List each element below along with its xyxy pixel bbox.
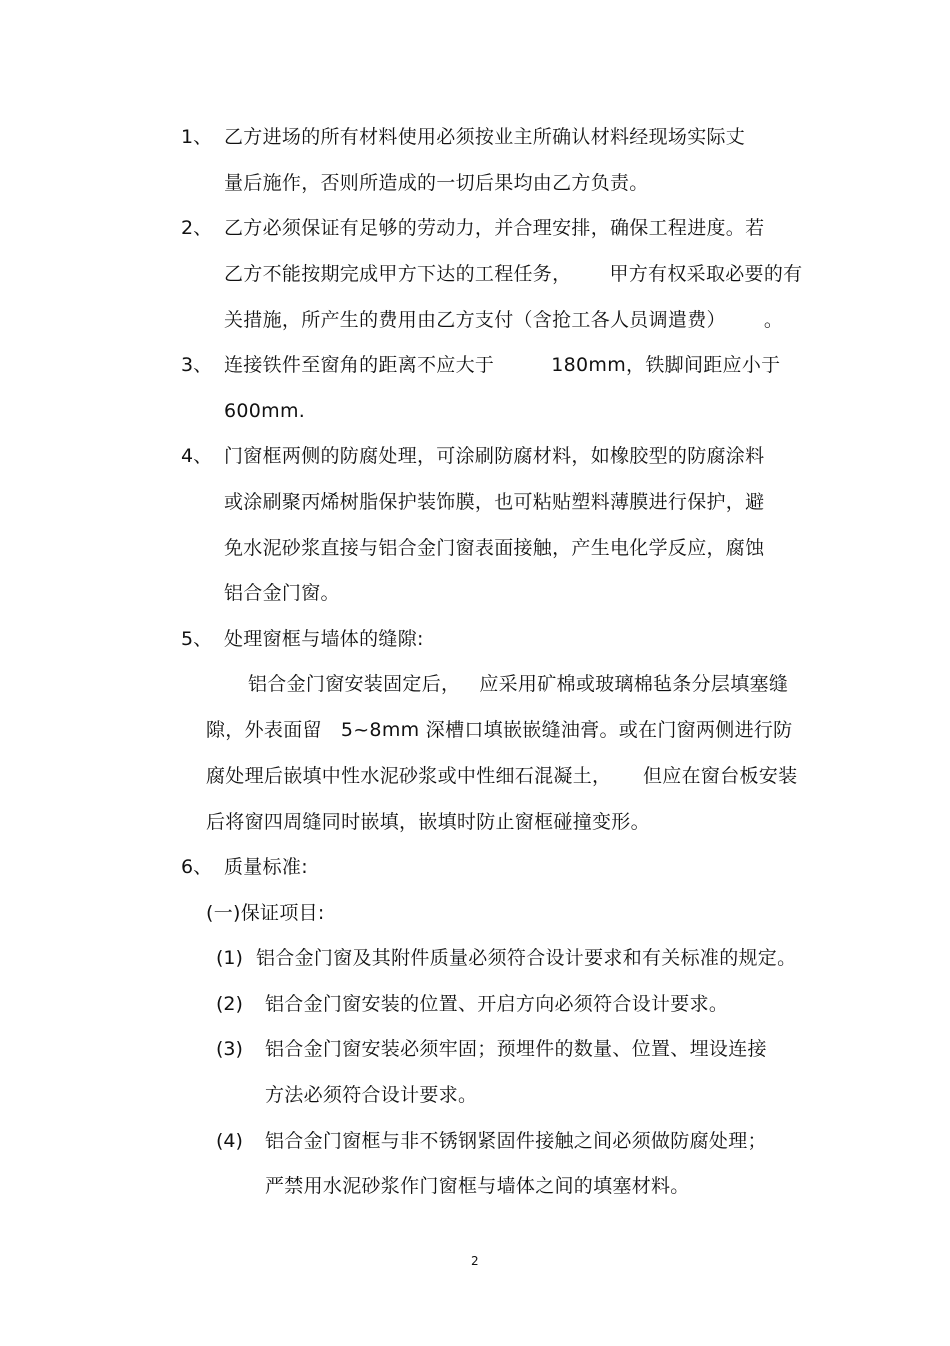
item-text-line: 600mm. <box>224 400 306 422</box>
subitem-number: (4) <box>216 1130 243 1152</box>
item-text-line: 铝合金门窗。 <box>224 582 340 604</box>
item-number: 1、 <box>181 126 213 148</box>
subitem-text-line: 铝合金门窗安装的位置、开启方向必须符合设计要求。 <box>265 993 729 1015</box>
item-text-line: 乙方不能按期完成甲方下达的工程任务， 甲方有权采取必要的有 <box>224 263 803 285</box>
paragraph-line: 铝合金门窗安装固定后， 应采用矿棉或玻璃棉毡条分层填塞缝 <box>248 673 789 695</box>
subheading: (一)保证项目: <box>206 902 325 924</box>
page-number: 2 <box>471 1254 479 1268</box>
subitem-text-line: 铝合金门窗安装必须牢固；预埋件的数量、位置、埋设连接 <box>265 1038 767 1060</box>
item-text-line: 连接铁件至窗角的距离不应大于 180mm，铁脚间距应小于 <box>224 354 781 376</box>
subitem-number: (1) <box>216 947 243 969</box>
subitem-text-line: 铝合金门窗框与非不锈钢紧固件接触之间必须做防腐处理； <box>265 1130 767 1152</box>
item-number: 6、 <box>181 856 213 878</box>
item-text-line: 乙方必须保证有足够的劳动力，并合理安排，确保工程进度。若 <box>224 217 765 239</box>
item-number: 3、 <box>181 354 213 376</box>
item-text-line: 免水泥砂浆直接与铝合金门窗表面接触，产生电化学反应，腐蚀 <box>224 537 765 559</box>
subitem-number: (3) <box>216 1038 243 1060</box>
item-text-line: 关措施，所产生的费用由乙方支付（含抢工各人员调遣费） 。 <box>224 309 784 331</box>
paragraph-line: 后将窗四周缝同时嵌填，嵌填时防止窗框碰撞变形。 <box>206 811 650 833</box>
subitem-text-line: 铝合金门窗及其附件质量必须符合设计要求和有关标准的规定。 <box>256 947 797 969</box>
item-text-line: 门窗框两侧的防腐处理，可涂刷防腐材料，如橡胶型的防腐涂料 <box>224 445 765 467</box>
paragraph-line: 腐处理后嵌填中性水泥砂浆或中性细石混凝土， 但应在窗台板安装 <box>206 765 798 787</box>
subitem-number: (2) <box>216 993 243 1015</box>
item-number: 4、 <box>181 445 213 467</box>
item-number: 2、 <box>181 217 213 239</box>
item-number: 5、 <box>181 628 213 650</box>
item-text-line: 乙方进场的所有材料使用必须按业主所确认材料经现场实际丈 <box>224 126 746 148</box>
paragraph-line: 隙，外表面留 5~8mm 深槽口填嵌嵌缝油膏。或在门窗两侧进行防 <box>206 719 793 741</box>
item-text-line: 处理窗框与墙体的缝隙: <box>224 628 424 650</box>
item-text-line: 量后施作，否则所造成的一切后果均由乙方负责。 <box>224 172 649 194</box>
subitem-text-line: 方法必须符合设计要求。 <box>265 1084 478 1106</box>
item-text-line: 或涂刷聚丙烯树脂保护装饰膜，也可粘贴塑料薄膜进行保护，避 <box>224 491 765 513</box>
subitem-text-line: 严禁用水泥砂浆作门窗框与墙体之间的填塞材料。 <box>265 1175 690 1197</box>
item-text-line: 质量标准: <box>224 856 308 878</box>
